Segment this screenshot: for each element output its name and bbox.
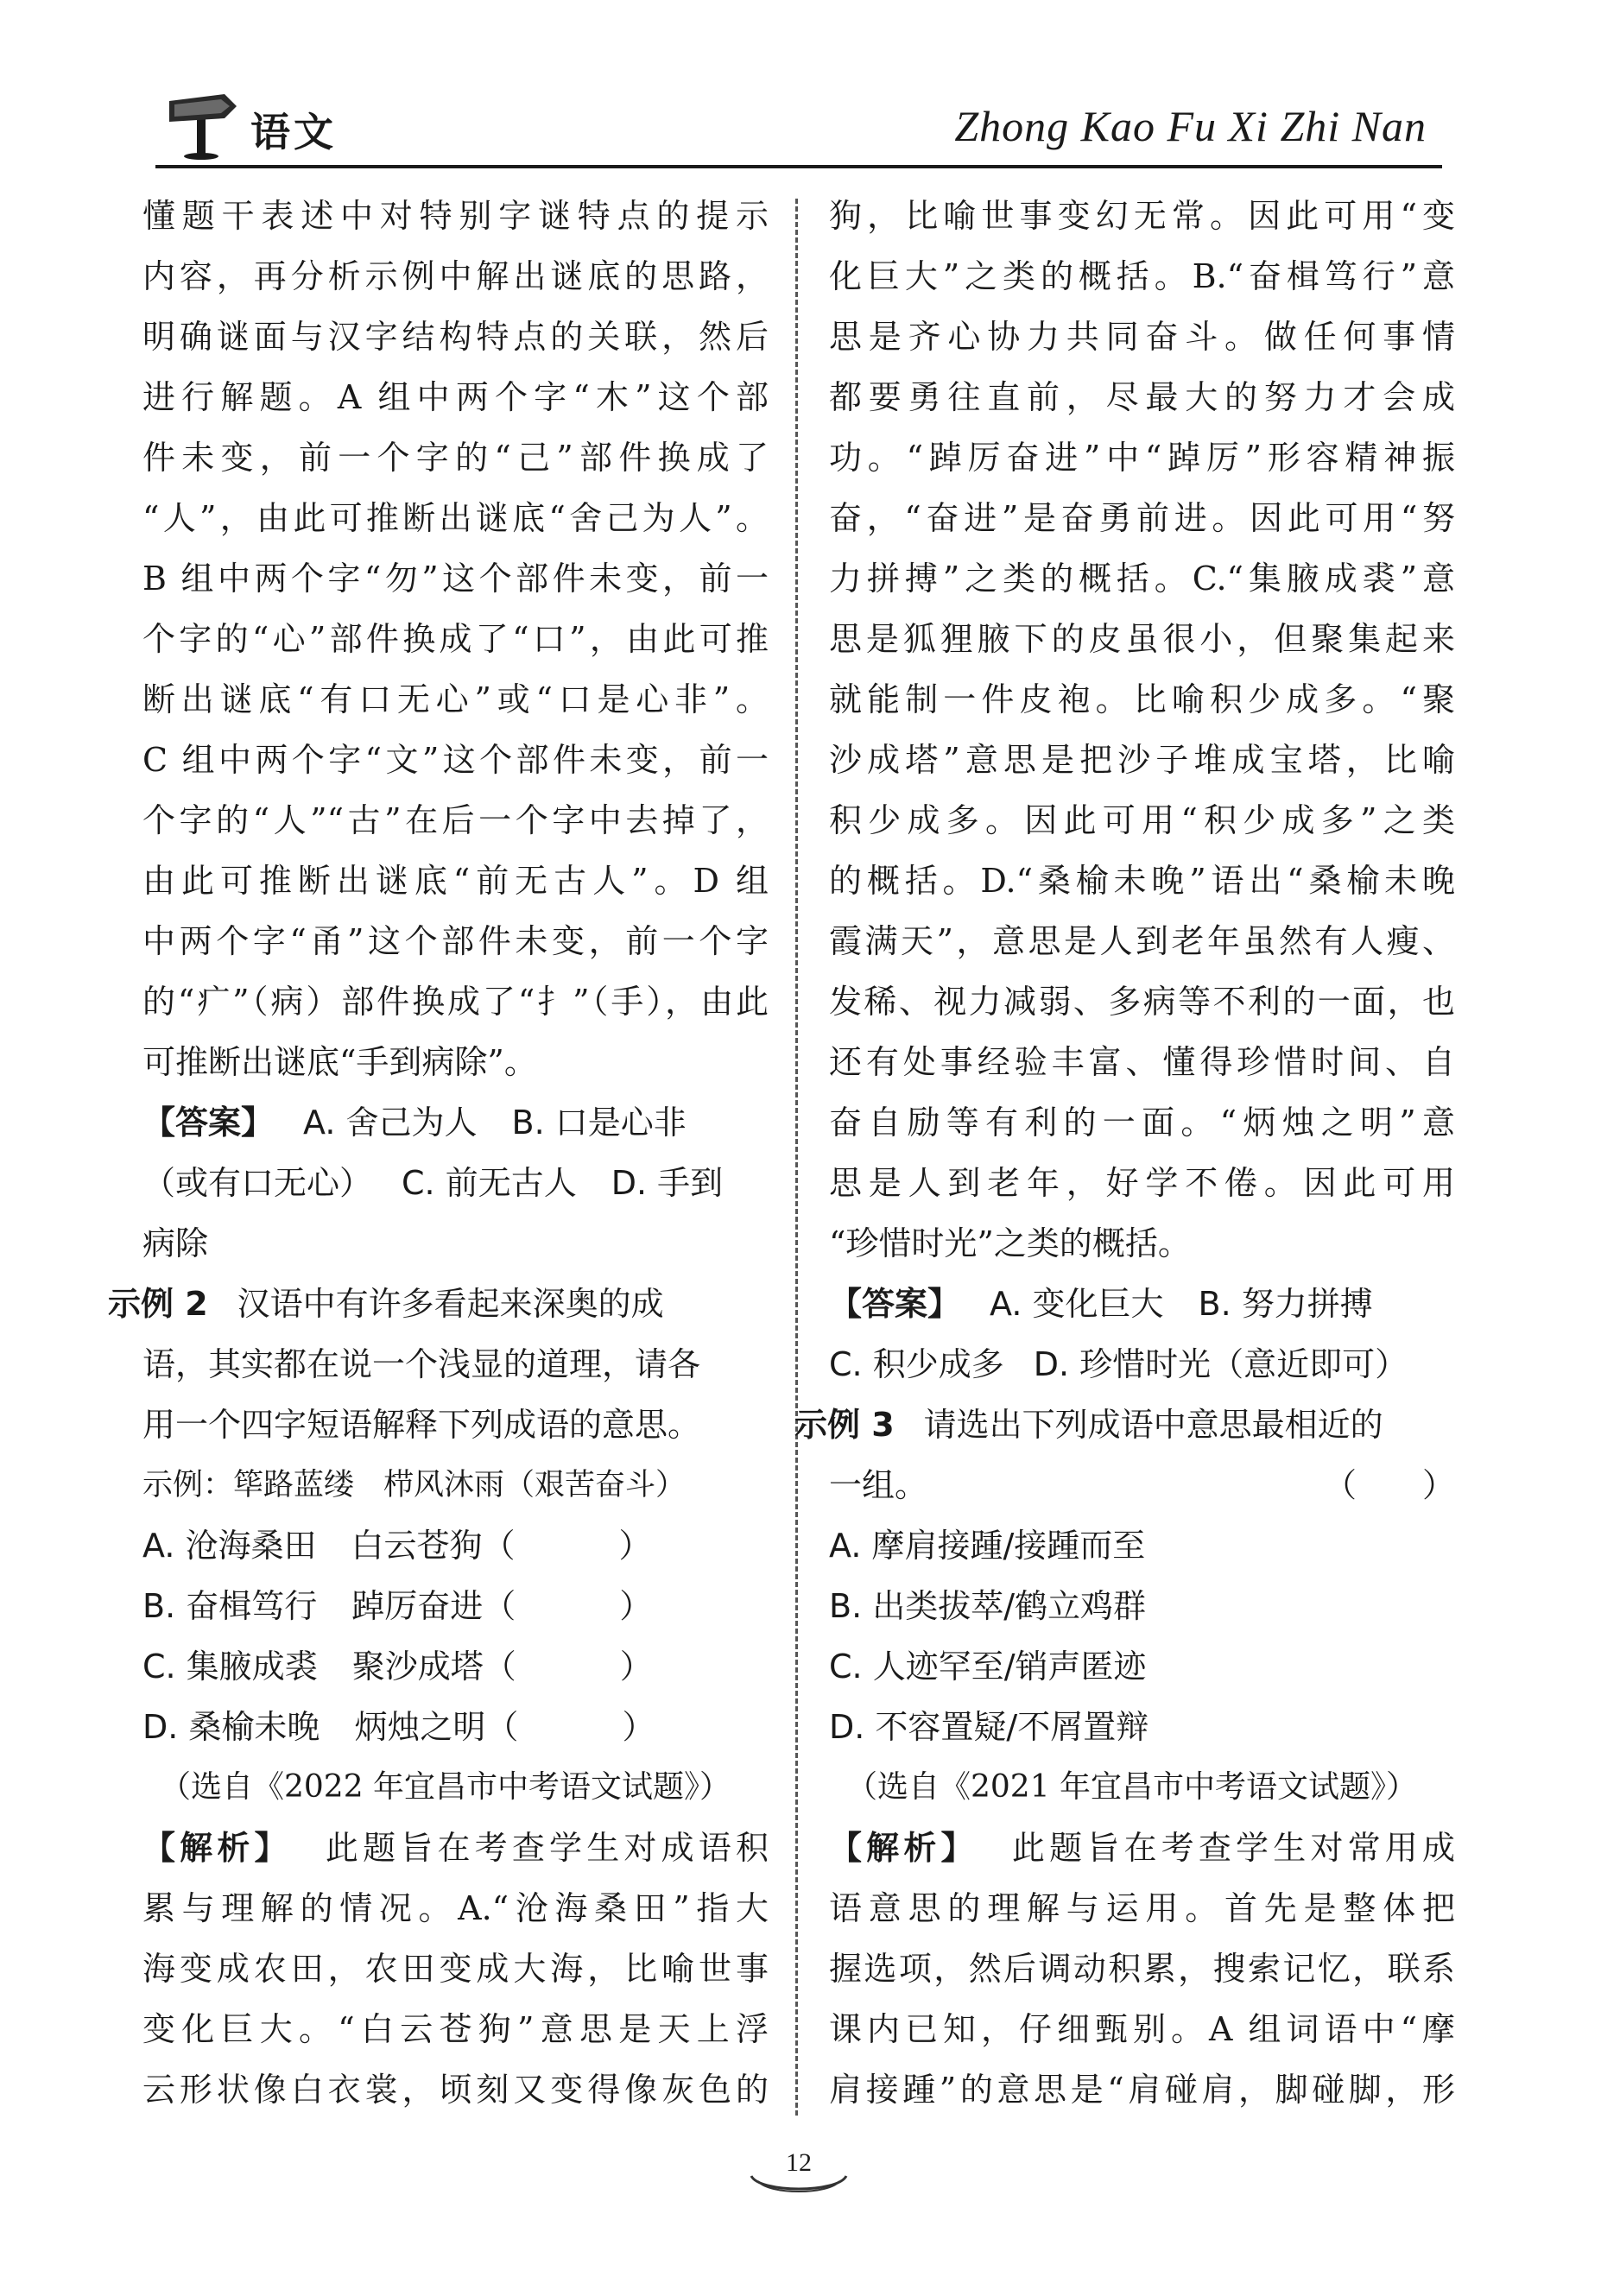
text-line: 中两个字“甬”这个部件未变，前一个字 [142, 922, 769, 960]
text-line: 还有处事经验丰富、懂得珍惜时间、自 [829, 1043, 1455, 1081]
series-title: Zhong Kao Fu Xi Zhi Nan [954, 102, 1427, 150]
text-line: “珍惜时光”之类的概括。 [829, 1224, 1191, 1262]
text-line: 就能制一件皮袍。比喻积少成多。“聚 [829, 680, 1455, 718]
option-d [142, 1697, 769, 1757]
text-line: 可推断出谜底“手到病除”。 [142, 1043, 537, 1081]
answer-bracket: （ ） [1323, 1466, 1455, 1504]
right-column [794, 186, 1455, 2120]
text-line: 内容，再分析示例中解出谜底的思路， [142, 257, 769, 295]
page-footer [734, 2141, 864, 2202]
example-text: 语，其实都在说一个浅显的道理，请各 [142, 1345, 701, 1383]
text-line: 思是狐狸腋下的皮虽很小，但聚集起来 [829, 620, 1455, 658]
analysis-text: 累与理解的情况。A.“沧海桑田”指大 [142, 1889, 769, 1927]
answer-1-line-2 [142, 1153, 769, 1213]
example-text: 用一个四字短语解释下列成语的意思。 [142, 1406, 701, 1444]
answer-item: B. 口是心非 [511, 1104, 687, 1142]
answer-item: A. 变化巨大 [990, 1285, 1164, 1323]
demo-text: 栉风沐雨（艰苦奋斗） [383, 1468, 687, 1502]
option-idiom: 白云苍狗（ [351, 1527, 516, 1565]
analysis-text: 课内已知，仔细甄别。A 组词语中“摩 [829, 2010, 1455, 2048]
text-line: 奋，“奋进”是奋勇前进。因此可用“努 [829, 499, 1455, 537]
analysis-text: 此题旨在考查学生对常用成 [1007, 1829, 1455, 1867]
text-line: “人”，由此可推断出谜底“舍己为人”。 [142, 499, 769, 537]
example-text: 汉语中有许多看起来深奥的成 [237, 1285, 664, 1323]
subject-title: 语文 [250, 109, 337, 155]
answer-item: C. 前无古人 [402, 1164, 577, 1202]
answer-2-line-2 [829, 1334, 1455, 1395]
analysis-text: 变化巨大。“白云苍狗”意思是天上浮 [142, 2010, 769, 2048]
option-bracket: ） [619, 1648, 653, 1686]
answer-item: D. 珍惜时光（意近即可） [1033, 1345, 1408, 1383]
page-number: 12 [786, 2148, 812, 2177]
text-line: B 组中两个字“勿”这个部件未变，前一 [142, 560, 769, 598]
text-line: 件未变，前一个字的“己”部件换成了 [142, 439, 769, 477]
text-line: 进行解题。A 组中两个字“木”这个部 [142, 378, 769, 416]
demo-text: 示例：筚路蓝缕 [142, 1468, 355, 1502]
option-d: D. 不容置疑/不屑置辩 [829, 1708, 1149, 1746]
answer-item: A. 舍己为人 [303, 1104, 478, 1142]
text-line: 沙成塔”意思是把沙子堆成宝塔，比喻 [829, 741, 1455, 779]
text-line: 思是人到老年，好学不倦。因此可用 [829, 1164, 1455, 1202]
text-line: 断出谜底“有口无心”或“口是心非”。 [142, 680, 769, 718]
option-b: B. 出类拔萃/鹤立鸡群 [829, 1587, 1147, 1625]
text-line: 力拼搏”之类的概括。C.“集腋成裘”意 [829, 560, 1455, 598]
text-line: 功。“踔厉奋进”中“踔厉”形容精神振 [829, 439, 1455, 477]
analysis-label: 【解析】 [829, 1829, 978, 1867]
option-a [142, 1515, 769, 1576]
analysis-2-heading [142, 1818, 769, 1878]
signpost-logo-icon [164, 82, 242, 160]
text-line: 发稀、视力减弱、多病等不利的一面，也 [829, 983, 1455, 1021]
page-header [155, 82, 1442, 168]
answer-item: C. 积少成多 [829, 1345, 1004, 1383]
text-line: 明确谜面与汉字结构特点的关联，然后 [142, 318, 769, 356]
option-c: C. 人迹罕至/销声匿迹 [829, 1648, 1147, 1686]
example-text: 请选出下列成语中意思最相近的 [923, 1406, 1383, 1444]
option-label: B. 奋楫笃行 [142, 1587, 318, 1625]
analysis-text: 海变成农田，农田变成大海，比喻世事 [142, 1950, 769, 1988]
text-line: 的概括。D.“桑榆未晚”语出“桑榆未晚 [829, 862, 1455, 900]
answer-1 [142, 1092, 769, 1153]
option-c [142, 1636, 769, 1697]
source-note: （选自《2021 年宜昌市中考语文试题》） [846, 1769, 1418, 1805]
text-line: 个字的“人”“古”在后一个字中去掉了， [142, 801, 769, 839]
column-divider [795, 199, 798, 2116]
analysis-3-heading [829, 1818, 1455, 1878]
text-line: 霞满天”，意思是人到老年虽然有人瘦、 [829, 922, 1455, 960]
text-line: 由此可推断出谜底“前无古人”。D 组 [142, 862, 769, 900]
example-demo [142, 1455, 769, 1515]
example-text: 一组。 [829, 1466, 928, 1504]
answer-label: 【答案】 [142, 1104, 275, 1142]
text-line: 积少成多。因此可用“积少成多”之类 [829, 801, 1455, 839]
example-3-heading [794, 1395, 1455, 1455]
option-idiom: 炳烛之明（ [354, 1708, 519, 1746]
answer-item: B. 努力拼搏 [1198, 1285, 1373, 1323]
header-rule [155, 165, 1442, 168]
option-bracket: ） [619, 1587, 653, 1625]
text-line: 的“疒”（病）部件换成了“扌”（手），由此 [142, 983, 769, 1021]
text-line: 思是齐心协力共同奋斗。做任何事情 [829, 318, 1455, 356]
answer-item: D. 手到 [611, 1164, 724, 1202]
text-line: 奋自励等有利的一面。“炳烛之明”意 [829, 1104, 1455, 1142]
text-line: C 组中两个字“文”这个部件未变，前一 [142, 741, 769, 779]
analysis-text: 云形状像白衣裳，顷刻又变得像灰色的 [142, 2071, 769, 2109]
option-bracket: ） [622, 1708, 655, 1746]
analysis-text: 肩接踵”的意思是“肩碰肩，脚碰脚，形 [829, 2071, 1455, 2109]
text-line: 个字的“心”部件换成了“口”，由此可推 [142, 620, 769, 658]
example-label: 示例 2 [108, 1285, 208, 1323]
option-label: D. 桑榆未晚 [142, 1708, 320, 1746]
option-idiom: 踔厉奋进（ [351, 1587, 516, 1625]
text-line: 狗，比喻世事变幻无常。因此可用“变 [829, 197, 1455, 235]
source-note: （选自《2022 年宜昌市中考语文试题》） [160, 1769, 731, 1805]
example-label: 示例 3 [794, 1406, 895, 1444]
text-line: 都要勇往直前，尽最大的努力才会成 [829, 378, 1455, 416]
answer-item: （或有口无心） [142, 1164, 373, 1202]
answer-1-line-3: 病除 [142, 1224, 209, 1262]
option-b [142, 1576, 769, 1636]
analysis-text: 握选项，然后调动积累，搜索记忆，联系 [829, 1950, 1455, 1988]
text-line: 化巨大”之类的概括。B.“奋楫笃行”意 [829, 257, 1455, 295]
option-a: A. 摩肩接踵/接踵而至 [829, 1527, 1146, 1565]
option-label: A. 沧海桑田 [142, 1527, 317, 1565]
text-line: 懂题干表述中对特别字谜特点的提示 [142, 197, 769, 235]
example-2-heading [108, 1274, 769, 1334]
analysis-text: 语意思的理解与运用。首先是整体把 [829, 1889, 1455, 1927]
answer-2 [829, 1274, 1455, 1334]
example-3-line-2 [829, 1455, 1455, 1515]
answer-label: 【答案】 [829, 1285, 961, 1323]
option-label: C. 集腋成裘 [142, 1648, 318, 1686]
left-column [108, 186, 769, 2120]
analysis-label: 【解析】 [142, 1829, 292, 1867]
option-idiom: 聚沙成塔（ [351, 1648, 516, 1686]
option-bracket: ） [618, 1527, 652, 1565]
analysis-text: 此题旨在考查学生对成语积 [320, 1829, 769, 1867]
